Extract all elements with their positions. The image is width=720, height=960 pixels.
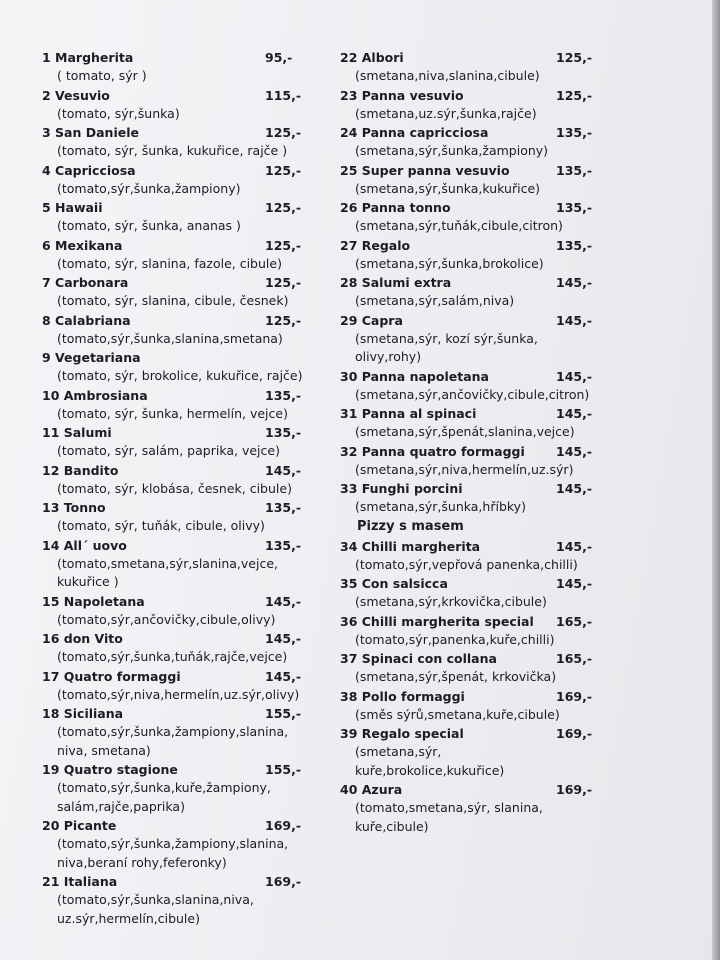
menu-item-price: 135,-	[265, 500, 302, 515]
menu-item-name: 11 Salumi	[42, 425, 112, 440]
menu-item	[42, 236, 312, 274]
menu-item-name: 1 Margherita	[42, 50, 134, 65]
menu-item-price: 169,-	[265, 874, 302, 889]
menu-item-price: 125,-	[556, 87, 593, 103]
menu-item-price: 169,-	[556, 726, 593, 741]
menu-item-price: 169,-	[265, 818, 302, 833]
menu-item-name: 17 Quatro formaggi	[42, 668, 181, 684]
menu-item	[42, 498, 312, 536]
menu-item-price: 155,-	[265, 706, 302, 721]
menu-item-name: 10 Ambrosiana	[42, 387, 148, 403]
menu-item-name: 29 Capra	[340, 312, 403, 328]
menu-item	[340, 687, 593, 725]
menu-item-price: 125,-	[556, 50, 593, 65]
menu-item	[340, 537, 593, 575]
menu-item-ingredients: (tomato,sýr,šunka,tuňák,rajče,vejce)	[57, 649, 288, 664]
menu-item	[42, 386, 312, 424]
menu-item-name: 2 Vesuvio	[42, 87, 110, 103]
menu-item	[340, 48, 593, 86]
menu-item-name: 22 Albori	[340, 50, 404, 65]
menu-item-ingredients: (tomato,sýr,niva,hermelín,uz.sýr,olivy)	[57, 686, 300, 702]
menu-item	[340, 311, 593, 367]
menu-item-price: 125,-	[265, 162, 302, 178]
menu-item	[340, 161, 593, 199]
menu-item	[42, 536, 312, 592]
menu-item-name: 30 Panna napoletana	[340, 368, 489, 384]
menu-item-ingredients: ( tomato, sýr )	[57, 68, 147, 83]
menu-item-name: 16 don Vito	[42, 631, 123, 646]
menu-item-ingredients: (smetana,sýr,krkovička,cibule)	[355, 594, 547, 609]
menu-item-name: 5 Hawaii	[42, 200, 103, 215]
menu-item	[340, 574, 593, 612]
menu-item-price: 169,-	[556, 688, 593, 704]
menu-item-ingredients: (tomato, sýr,šunka)	[57, 105, 180, 121]
menu-item-price: 125,-	[265, 237, 302, 253]
menu-item-name: 32 Panna quatro formaggi	[340, 443, 525, 459]
menu-item-price: 115,-	[265, 87, 302, 103]
menu-item-ingredients: (smetana,niva,slanina,cibule)	[355, 68, 540, 83]
menu-item	[42, 592, 312, 630]
menu-item-ingredients: (tomato, sýr, klobása, česnek, cibule)	[57, 480, 292, 496]
menu-item-name: 9 Vegetariana	[42, 350, 141, 365]
menu-item-name: 13 Tonno	[42, 500, 106, 515]
section-title-meat-pizzas: Pizzy s masem	[357, 518, 464, 534]
menu-item	[340, 479, 593, 517]
menu-item-price: 145,-	[265, 631, 302, 646]
menu-item-name: 34 Chilli margherita	[340, 538, 481, 554]
menu-item-name: 35 Con salsicca	[340, 576, 448, 591]
menu-item-ingredients: (tomato,sýr,panenka,kuře,chilli)	[355, 631, 555, 647]
menu-item-price: 125,-	[265, 200, 302, 215]
menu-item-price: 145,-	[265, 668, 302, 684]
menu-item-name: 31 Panna al spinaci	[340, 406, 477, 421]
menu-item-ingredients: (tomato, sýr, tuňák, cibule, olivy)	[57, 518, 265, 533]
menu-item-name: 40 Azura	[340, 782, 403, 797]
menu-item-ingredients: (tomato,sýr,šunka,slanina,smetana)	[57, 330, 283, 346]
menu-item-ingredients: (tomato, sýr, brokolice, kukuřice, rajče)	[57, 368, 303, 383]
menu-item-name: 14 All´ uovo	[42, 537, 127, 553]
menu-item-ingredients: (smetana,sýr,ančovičky,cibule,citron)	[355, 386, 590, 402]
menu-item-price: 145,-	[556, 275, 593, 290]
menu-item	[42, 123, 312, 161]
menu-item-price: 165,-	[556, 613, 593, 629]
menu-item-ingredients: (tomato,smetana,sýr,slanina,vejce, kukuřice )	[57, 555, 278, 589]
menu-item	[42, 704, 312, 760]
menu-item-ingredients: (tomato,sýr,šunka,žampiony,slanina, niva, smetana)	[57, 724, 289, 758]
menu-item-ingredients: (smetana,uz.sýr,šunka,rajče)	[355, 105, 537, 121]
menu-item-price: 135,-	[265, 537, 302, 553]
menu-item-ingredients: (smetana,sýr,šunka,kukuřice)	[355, 180, 541, 196]
menu-list-vegetarian-cream	[340, 48, 593, 517]
menu-item-ingredients: (tomato, sýr, salám, paprika, vejce)	[57, 443, 280, 458]
menu-item	[340, 367, 593, 405]
menu-item	[42, 161, 312, 199]
menu-item-name: 26 Panna tonno	[340, 200, 451, 215]
menu-item-price: 125,-	[265, 275, 302, 290]
menu-item	[42, 667, 312, 705]
menu-item-price: 125,-	[265, 312, 302, 328]
menu-item-ingredients: (smetana,sýr,špenát,slanina,vejce)	[355, 424, 575, 439]
menu-item	[42, 423, 312, 461]
menu-item-ingredients: (tomato,sýr,šunka,žampiony,slanina, niva,beraní rohy,feferonky)	[57, 836, 289, 870]
menu-item-ingredients: (smetana,sýr, kozí sýr,šunka, olivy,rohy)	[355, 330, 538, 364]
menu-item-ingredients: (tomato, sýr, slanina, cibule, česnek)	[57, 293, 289, 308]
menu-item-price: 169,-	[556, 782, 593, 797]
menu-item	[340, 612, 593, 650]
menu-item	[42, 872, 312, 928]
menu-item-name: 24 Panna capricciosa	[340, 125, 489, 140]
menu-item	[340, 123, 593, 161]
menu-item-ingredients: (tomato, sýr, šunka, hermelín, vejce)	[57, 405, 288, 421]
menu-item-name: 3 San Daniele	[42, 125, 139, 140]
menu-item-price: 145,-	[556, 576, 593, 591]
menu-item-ingredients: (smetana,sýr, kuře,brokolice,kukuřice)	[355, 744, 505, 778]
menu-item	[340, 780, 593, 836]
menu-item-ingredients: (tomato, sýr, slanina, fazole, cibule)	[57, 255, 282, 271]
menu-item-price: 145,-	[556, 443, 593, 459]
menu-item-name: 8 Calabriana	[42, 312, 131, 328]
menu-item	[42, 348, 312, 386]
menu-item-name: 21 Italiana	[42, 874, 118, 889]
menu-item-ingredients: (tomato,sýr,vepřová panenka,chilli)	[355, 556, 578, 572]
menu-item-name: 18 Siciliana	[42, 706, 124, 721]
menu-item-name: 20 Picante	[42, 818, 117, 833]
menu-item	[42, 461, 312, 499]
menu-item-price: 135,-	[556, 237, 593, 253]
menu-item-ingredients: (tomato, sýr, šunka, kukuřice, rajče )	[57, 143, 288, 158]
menu-item	[42, 86, 312, 124]
menu-item	[340, 404, 593, 442]
menu-item-name: 12 Bandito	[42, 462, 119, 478]
menu-item-name: 6 Mexikana	[42, 237, 123, 253]
menu-item-price: 165,-	[556, 651, 593, 666]
menu-item-ingredients: (smetana,sýr,šunka,brokolice)	[355, 255, 544, 271]
menu-item-name: 36 Chilli margherita special	[340, 613, 534, 629]
menu-item-price: 135,-	[265, 425, 302, 440]
menu-item	[42, 198, 312, 236]
menu-item-price: 145,-	[265, 462, 302, 478]
menu-item	[340, 86, 593, 124]
menu-item	[42, 760, 312, 816]
menu-item-name: 38 Pollo formaggi	[340, 688, 465, 704]
menu-item-name: 7 Carbonara	[42, 275, 129, 290]
menu-item	[340, 236, 593, 274]
menu-item-price: 125,-	[265, 125, 302, 140]
menu-item-price: 145,-	[556, 368, 593, 384]
menu-item-price: 145,-	[556, 312, 593, 328]
menu-item	[340, 649, 593, 687]
menu-item-ingredients: (tomato,sýr,ančovičky,cibule,olivy)	[57, 611, 276, 627]
menu-item-name: 4 Capricciosa	[42, 162, 136, 178]
menu-item-price: 135,-	[556, 200, 593, 215]
menu-item	[42, 48, 312, 86]
menu-item-price: 145,-	[265, 593, 302, 609]
menu-item-name: 39 Regalo special	[340, 726, 464, 741]
page-edge-shadow	[712, 0, 720, 960]
menu-item	[42, 273, 312, 311]
menu-item	[42, 311, 312, 349]
menu-item-name: 33 Funghi porcini	[340, 481, 463, 496]
menu-item-name: 37 Spinaci con collana	[340, 651, 497, 666]
menu-item-name: 25 Super panna vesuvio	[340, 162, 510, 178]
menu-item-price: 135,-	[556, 125, 593, 140]
menu-item-name: 23 Panna vesuvio	[340, 87, 464, 103]
menu-item	[340, 724, 593, 780]
menu-item-ingredients: (smetana,sýr,salám,niva)	[355, 293, 515, 308]
menu-item-price: 155,-	[265, 762, 302, 777]
menu-item-ingredients: (tomato,sýr,šunka,kuře,žampiony, salám,rajče,paprika)	[57, 780, 271, 814]
menu-item-name: 19 Quatro stagione	[42, 762, 178, 777]
menu-item-name: 15 Napoletana	[42, 593, 145, 609]
menu-item-price: 135,-	[265, 387, 302, 403]
menu-item-ingredients: (smetana,sýr,niva,hermelín,uz.sýr)	[355, 461, 574, 477]
menu-item	[340, 442, 593, 480]
menu-item-ingredients: (tomato,sýr,šunka,slanina,niva, uz.sýr,hermelín,cibule)	[57, 892, 254, 926]
menu-item-ingredients: (směs sýrů,smetana,kuře,cibule)	[355, 706, 560, 722]
menu-item-price: 145,-	[556, 538, 593, 554]
menu-item-ingredients: (smetana,sýr,špenát, krkovička)	[355, 669, 557, 684]
menu-item-ingredients: (smetana,sýr,šunka,hříbky)	[355, 499, 526, 514]
menu-item	[42, 816, 312, 872]
menu-item-price: 95,-	[265, 50, 293, 65]
menu-item-price: 145,-	[556, 481, 593, 496]
menu-column-right	[340, 48, 593, 836]
menu-item-price: 135,-	[556, 162, 593, 178]
menu-item-ingredients: (tomato,sýr,šunka,žampiony)	[57, 180, 241, 196]
menu-item-name: 27 Regalo	[340, 237, 411, 253]
menu-item	[340, 198, 593, 236]
menu-item-price: 145,-	[556, 406, 593, 421]
menu-column-left	[42, 48, 312, 928]
menu-item-ingredients: (tomato, sýr, šunka, ananas )	[57, 218, 241, 233]
menu-item-name: 28 Salumi extra	[340, 275, 452, 290]
menu-item-ingredients: (tomato,smetana,sýr, slanina, kuře,cibule)	[355, 800, 543, 834]
menu-item	[42, 629, 312, 667]
menu-item	[340, 273, 593, 311]
menu-list-meat	[340, 537, 593, 837]
menu-item-ingredients: (smetana,sýr,šunka,žampiony)	[355, 143, 549, 158]
menu-item-ingredients: (smetana,sýr,tuňák,cibule,citron)	[355, 218, 563, 233]
